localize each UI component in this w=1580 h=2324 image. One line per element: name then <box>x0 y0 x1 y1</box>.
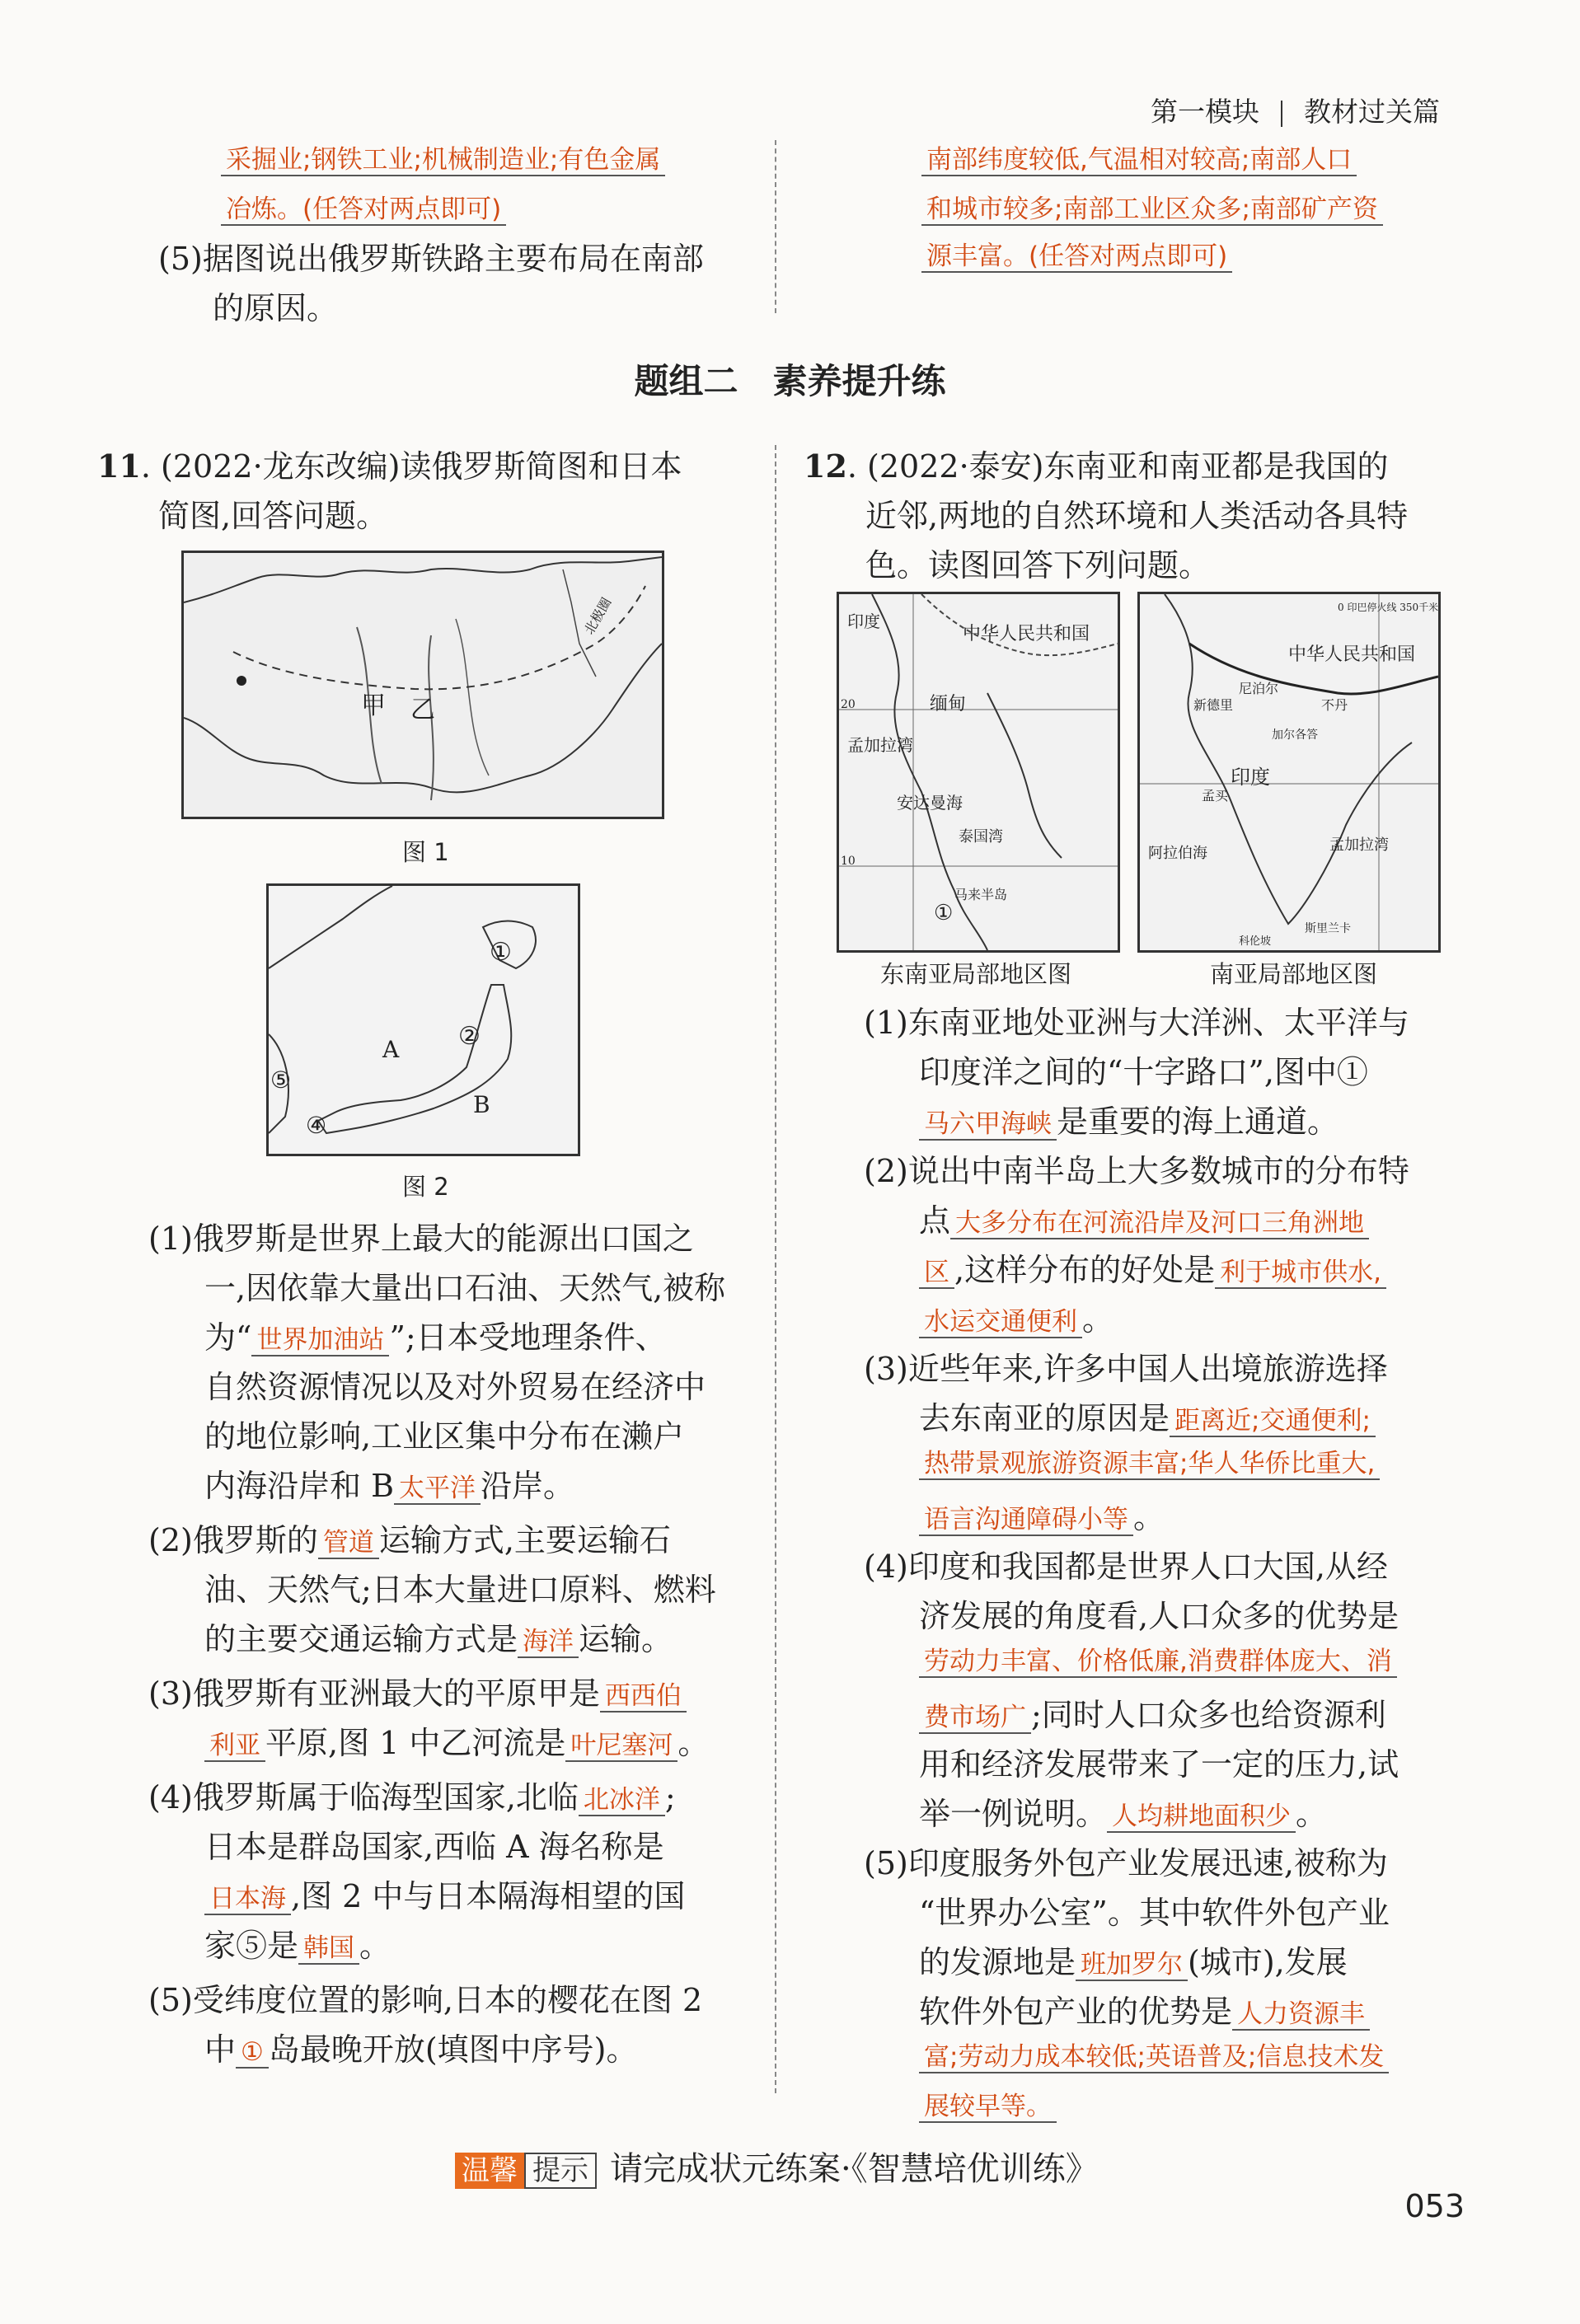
answer-city-dist-2: 区 <box>919 1258 954 1289</box>
q11-p1-l4: 自然资源情况以及对外贸易在经济中 <box>204 1369 706 1405</box>
q11-intro-cont: 简图,回答问题。 <box>158 498 388 534</box>
q12-p2-l2: 点 大多分布在河流沿岸及河口三角洲地 <box>919 1195 1369 1240</box>
q12-p5-l1: (5)印度服务外包产业发展迅速,被称为 <box>864 1845 1388 1881</box>
map-label-B: B <box>473 1091 490 1118</box>
answer-island-1: ① <box>236 2037 269 2069</box>
answer-korea: 韩国 <box>298 1933 359 1965</box>
q11-p3-l1: (3)俄罗斯有亚洲最大的平原甲是 西西伯 <box>148 1668 687 1713</box>
q11-p3-l2: 利亚 平原,图 1 中乙河流是 叶尼塞河 。 <box>204 1717 709 1763</box>
answer-population-1: 劳动力丰富、价格低廉,消费群体庞大、消 <box>919 1647 1397 1678</box>
answer-bangalore: 班加罗尔 <box>1076 1950 1188 1981</box>
top-right-answer-1: 南部纬度较低,气温相对较高;南部人口 <box>921 138 1357 176</box>
q12-intro-cont-1: 近邻,两地的自然环境和人类活动各具特 <box>865 498 1409 534</box>
q12-p3-l3 <box>919 1442 1380 1479</box>
q12-p4-l1: (4)印度和我国都是世界人口大国,从经 <box>864 1549 1388 1585</box>
q12-intro-cont-2: 色。读图回答下列问题。 <box>865 547 1211 583</box>
fig2-caption: 图 2 <box>402 1173 449 1201</box>
q11-p2-l2: 油、天然气;日本大量进口原料、燃料 <box>204 1572 716 1608</box>
q12-p1-l2: 印度洋之间的“十字路口”,图中① <box>919 1054 1368 1090</box>
q12-p2-l4: 水运交通便利 。 <box>919 1294 1114 1339</box>
q12-p1-l3: 马六甲海峡 是重要的海上通道。 <box>919 1096 1339 1141</box>
map-label-1: ① <box>490 938 512 967</box>
answer-farmland: 人均耕地面积少 <box>1107 1802 1296 1833</box>
japan-map <box>266 883 580 1156</box>
se-label-malaya: 马来半岛 <box>954 887 1008 902</box>
page-header <box>1151 91 1440 129</box>
s-label-bhutan: 不丹 <box>1321 697 1348 713</box>
column-divider-main <box>775 445 776 2093</box>
map-label-A: A <box>382 1036 400 1063</box>
map-label-yi: 乙 <box>410 696 435 724</box>
answer-pacific: 太平洋 <box>394 1474 481 1505</box>
module-label: 第一模块 <box>1151 96 1259 128</box>
map-label-2: ② <box>458 1022 481 1051</box>
q12-p1-l1: (1)东南亚地处亚洲与大洋洲、太平洋与 <box>864 1005 1409 1041</box>
answer-tourism-3: 语言沟通障碍小等 <box>919 1505 1133 1536</box>
top-left-q5-cont: 的原因。 <box>213 290 339 326</box>
s-label-mumbai: 孟买 <box>1202 788 1229 804</box>
q11-p1-l2: 一,因依靠大量出口石油、天然气,被称 <box>204 1270 726 1306</box>
answer-tourism-1: 距离近;交通便利; <box>1170 1406 1376 1437</box>
se-asia-map <box>837 592 1120 953</box>
s-label-sri: 斯里兰卡 <box>1305 922 1351 935</box>
s-label-arabian: 阿拉伯海 <box>1148 845 1207 862</box>
s-label-china: 中华人民共和国 <box>1288 644 1416 665</box>
q12-p5-l5 <box>919 2036 1389 2073</box>
s-label-nepal: 尼泊尔 <box>1239 681 1279 696</box>
se-label-india: 印度 <box>847 611 880 631</box>
map-label-arctic: 北极圈 <box>581 594 615 637</box>
top-left-q5: (5)据图说出俄罗斯铁路主要布局在南部 <box>158 241 704 277</box>
q11-p2-l3: 的主要交通运输方式是 海洋 运输。 <box>204 1621 673 1657</box>
q12-p3-l2: 去东南亚的原因是 距离近;交通便利; <box>919 1393 1376 1438</box>
answer-pipeline: 管道 <box>318 1528 379 1559</box>
q11-intro: 11. (2022·龙东改编)读俄罗斯简图和日本 <box>97 447 682 485</box>
south-asia-map-svg <box>1140 594 1438 950</box>
s-label-bengal: 孟加拉湾 <box>1329 836 1389 854</box>
answer-city-dist-1: 大多分布在河流沿岸及河口三角洲地 <box>950 1208 1369 1239</box>
russia-map <box>181 551 664 819</box>
column-divider-top <box>775 140 776 313</box>
answer-ocean: 海洋 <box>518 1627 579 1658</box>
top-left-answer-1: 采掘业;钢铁工业;机械制造业;有色金属 <box>221 138 665 176</box>
section-label: 教材过关篇 <box>1304 96 1440 128</box>
q11-p1-l3: 为“ 世界加油站 ”;日本受地理条件、 <box>204 1319 667 1356</box>
q12-p2-l1: (2)说出中南半岛上大多数城市的分布特 <box>864 1153 1409 1189</box>
s-label-colombo: 科伦坡 <box>1239 935 1272 948</box>
south-asia-map <box>1137 592 1441 953</box>
se-asia-caption: 东南亚局部地区图 <box>880 960 1072 988</box>
q12-p2-l3: 区 ,这样分布的好处是 利于城市供水, <box>919 1244 1386 1290</box>
page-number: 053 <box>1404 2188 1465 2224</box>
q12-p5-l4: 软件外包产业的优势是 人力资源丰 <box>919 1986 1370 2031</box>
q12-p3-l4: 语言沟通障碍小等 。 <box>919 1492 1165 1537</box>
s-label-india: 印度 <box>1231 766 1270 789</box>
answer-benefit-2: 水运交通便利 <box>919 1307 1082 1338</box>
q12-p5-l3: 的发源地是 班加罗尔 (城市),发展 <box>919 1944 1348 1980</box>
map-label-4: ④ <box>306 1112 327 1139</box>
map-label-jia: 甲 <box>361 691 386 720</box>
q12-p5-l6 <box>919 2085 1057 2122</box>
se-label-strait-1: ① <box>934 901 954 925</box>
se-label-andaman: 安达曼海 <box>897 793 963 813</box>
q12-p4-l6: 举一例说明。 人均耕地面积少 。 <box>919 1796 1328 1832</box>
south-asia-caption: 南亚局部地区图 <box>1210 960 1378 988</box>
q11-p5-l1: (5)受纬度位置的影响,日本的樱花在图 2 <box>148 1982 703 2018</box>
se-label-thai-gulf: 泰国湾 <box>959 828 1003 846</box>
answer-advantage-2: 富;劳动力成本较低;英语普及;信息技术发 <box>919 2042 1389 2073</box>
map-label-5: ⑤ <box>270 1066 292 1094</box>
russia-map-svg <box>184 553 662 817</box>
answer-population-2: 费市场广 <box>919 1703 1031 1734</box>
se-lat-10: 10 <box>841 855 856 868</box>
q12-intro: 12. (2022·泰安)东南亚和南亚都是我国的 <box>804 447 1389 485</box>
answer-advantage-3: 展较早等。 <box>919 2092 1057 2123</box>
q11-p4-l2: 日本是群岛国家,西临 A 海名称是 <box>204 1829 664 1865</box>
q11-p1-l5: 的地位影响,工业区集中分布在濑户 <box>204 1418 685 1455</box>
footer-tag-tip: 提示 <box>524 2153 597 2189</box>
answer-benefit-1: 利于城市供水, <box>1215 1258 1386 1289</box>
q11-p4-l3: 日本海 ,图 2 中与日本隔海相望的国 <box>204 1871 685 1916</box>
footer-tip <box>455 2143 1099 2190</box>
fig1-caption: 图 1 <box>402 838 449 866</box>
se-asia-map-svg <box>839 594 1118 950</box>
se-label-myanmar: 缅甸 <box>930 694 967 715</box>
answer-yenisei: 叶尼塞河 <box>565 1731 677 1762</box>
answer-tourism-2: 热带景观旅游资源丰富;华人华侨比重大, <box>919 1449 1380 1480</box>
s-scale: 0 印巴停火线 350千米 <box>1338 602 1438 613</box>
section-title: 题组二 素养提升练 <box>634 361 946 401</box>
se-lat-20: 20 <box>841 698 856 711</box>
header-divider <box>1281 101 1282 127</box>
q12-p5-l2: “世界办公室”。其中软件外包产业 <box>919 1895 1390 1931</box>
japan-map-svg <box>269 886 578 1154</box>
top-right-answer-3: 源丰富。(任答对两点即可) <box>921 235 1232 272</box>
answer-west-siberia-1: 西西伯 <box>600 1681 687 1713</box>
q11-p1-l1: (1)俄罗斯是世界上最大的能源出口国之 <box>148 1221 694 1257</box>
q11-p5-l2: 中 ① 岛最晚开放(填图中序号)。 <box>204 2031 638 2068</box>
top-right-answer-2: 和城市较多;南部工业区众多;南部矿产资 <box>921 188 1383 225</box>
answer-sea-of-japan: 日本海 <box>204 1884 291 1915</box>
footer-tag-warm: 温馨 <box>455 2153 524 2189</box>
q11-p2-l1: (2)俄罗斯的 管道 运输方式,主要运输石 <box>148 1522 671 1558</box>
q12-p4-l3 <box>919 1640 1397 1677</box>
q11-p4-l1: (4)俄罗斯属于临海型国家,北临 北冰洋 ; <box>148 1779 676 1816</box>
q12-p4-l2: 济发展的角度看,人口众多的优势是 <box>919 1598 1399 1634</box>
q11-p4-l4: 家⑤是 韩国 。 <box>204 1928 391 1964</box>
top-left-answer-2: 冶炼。(任答对两点即可) <box>221 188 506 225</box>
answer-malacca: 马六甲海峡 <box>919 1109 1057 1141</box>
q11-p1-l6: 内海沿岸和 B 太平洋 沿岸。 <box>204 1468 575 1504</box>
s-label-delhi: 新德里 <box>1193 697 1234 713</box>
answer-advantage-1: 人力资源丰 <box>1232 1999 1370 2031</box>
answer-world-gas-station: 世界加油站 <box>251 1325 389 1356</box>
q12-p3-l1: (3)近些年来,许多中国人出境旅游选择 <box>864 1351 1388 1387</box>
se-label-china: 中华人民共和国 <box>963 624 1090 644</box>
answer-west-siberia-2: 利亚 <box>204 1731 265 1762</box>
s-label-kolkata: 加尔各答 <box>1272 729 1318 742</box>
se-label-bengal: 孟加拉湾 <box>847 735 913 755</box>
q12-p4-l5: 用和经济发展带来了一定的压力,试 <box>919 1746 1399 1783</box>
answer-arctic-ocean: 北冰洋 <box>579 1785 665 1816</box>
footer-text: 请完成状元练案·《智慧培优训练》 <box>610 2150 1099 2188</box>
q12-p4-l4: 费市场广 ;同时人口众多也给资源利 <box>919 1689 1386 1735</box>
